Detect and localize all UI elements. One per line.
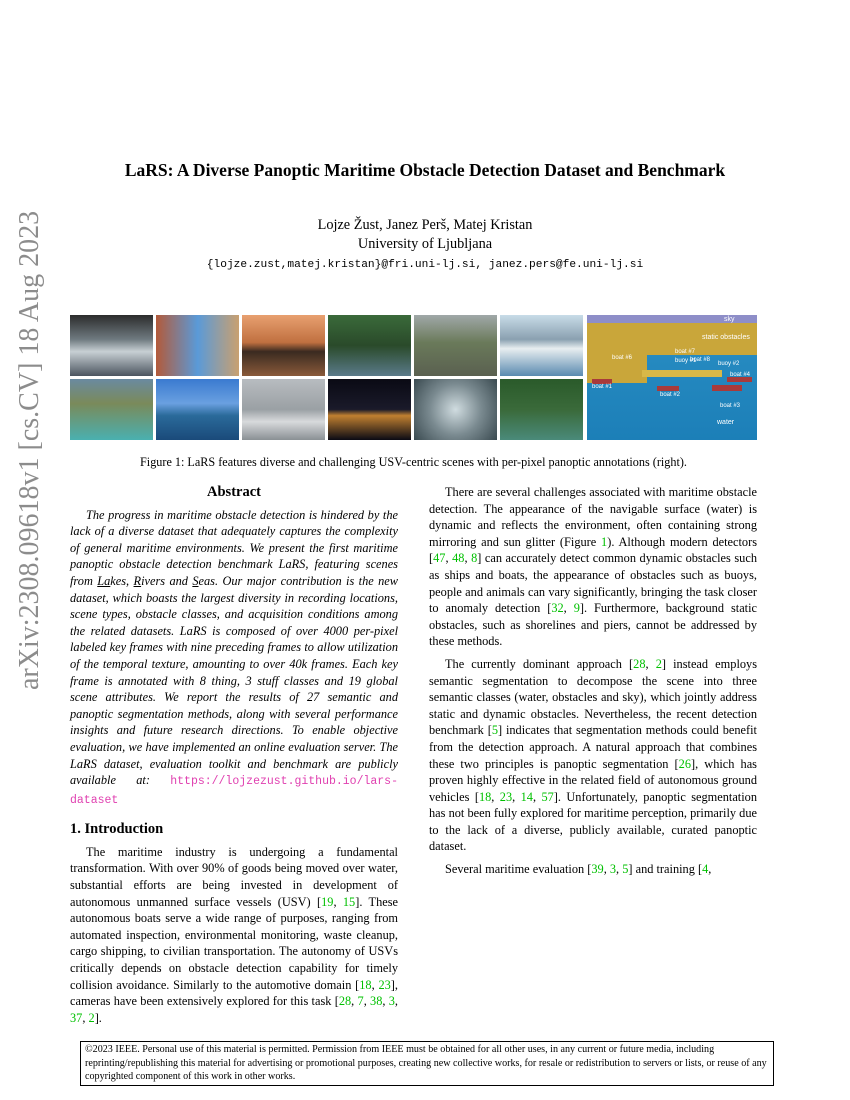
text-run: ], which has proven highly effective in the related field of autonomous ground vehicles [ [429, 756, 757, 804]
label-boat6: boat #6 [612, 355, 633, 361]
copyright-notice: ©2023 IEEE. Personal use of this material is permitted. Permission from IEEE must be obtained for all other uses, in any current or future media, including reprinting/republishing this material for advertising or promotional purposes, creating new collective works, for resale or redistribution to servers or lists, or reuse of any copyrighted component of this work in other works. [80, 1041, 774, 1086]
citation-link[interactable]: 19 [321, 894, 334, 909]
citation-link[interactable]: 5 [491, 723, 498, 738]
label-boat8: boat #8 [690, 357, 711, 363]
abstract-text [70, 507, 398, 810]
citation-link[interactable]: 15 [342, 894, 356, 909]
citation-link[interactable]: 23 [499, 789, 513, 804]
text-run: ). Although modern detectors [ [429, 534, 757, 566]
text-run: ]. These autonomous boats serve a wide range of purposes, ranging from automated inspection, environmental monitoring, waste cleanup, cargo shipping, to civilian transportation. The autonomy of USVs critically depends on obstacle detection capability for timely collision avoidance. Similarly to the automotive domain [ [70, 894, 399, 992]
figure-caption: Figure 1: LaRS features diverse and challenging USV-centric scenes with per-pixel panoptic annotations (right). [140, 455, 687, 469]
scene-thumbnail [500, 379, 583, 440]
intro-paragraph [70, 844, 398, 1027]
affiliation: University of Ljubljana [357, 236, 493, 252]
arxiv-stamp: arXiv:2308.09618v1 [cs.CV] 18 Aug 2023 [14, 210, 45, 690]
text-run: eas. Our major contribution is the new dataset, which boasts the largest diversity in recording locations, scene types, obstacle classes, and acquisition conditions among the related datasets. LaRS is composed of over 4000 per-pixel labeled key frames with nine preceding frames to allow utilization of the temporal texture, amounting to over 40k frames. Each key frame is annotated with 8 thing, 3 stuff classes and 19 global scene attributes. We report the results of 27 semantic and panoptic segmentation methods, along with several performance insights and future research directions. To enable objective evaluation, we have implemented an online evaluation server. The LaRS dataset, evaluation toolkit and benchmark are publicly available at: [70, 573, 398, 788]
text-run: The progress in maritime obstacle detection is hindered by the lack of a diverse dataset that adequately captures the complexity of general maritime environments. We present the first maritime panoptic obstacle detection benchmark LaRS, featuring scenes from [70, 507, 398, 588]
text-run: ] and training [ [628, 862, 703, 877]
scene-thumbnail [500, 315, 583, 376]
text-run: The currently dominant approach [ [445, 656, 634, 671]
citation-link[interactable]: 9 [573, 601, 580, 616]
text-run: , [512, 789, 521, 804]
label-boat2: boat #2 [660, 392, 681, 398]
label-boat3: boat #3 [720, 403, 741, 409]
intro-paragraph [429, 656, 757, 855]
text-run: , [603, 862, 610, 877]
text-run: , [363, 994, 371, 1009]
text-run: , [616, 862, 623, 877]
citation-link[interactable]: 5 [622, 862, 629, 877]
text-run: There are several challenges associated with maritime obstacle detection. The appearance of the navigable surface (water) is dynamic and reflects the environment, often containing strong mirroring and sun glitter (Figure [429, 485, 757, 549]
citation-link[interactable]: 28 [338, 994, 352, 1009]
text-run: ]. Furthermore, background static obstacles, such as shorelines and piers, cannot be addressed by these methods. [429, 601, 758, 649]
citation-link[interactable]: 14 [520, 789, 533, 804]
introduction-heading: 1. Introduction [70, 821, 164, 838]
scene-thumbnail [156, 379, 239, 440]
underlined-initial: S [192, 573, 199, 588]
authors: Lojze Žust, Janez Perš, Matej Kristan [317, 217, 533, 233]
citation-link[interactable]: 2 [88, 1010, 95, 1025]
right-column [429, 484, 757, 878]
text-run: , [491, 789, 500, 804]
text-run: , [464, 551, 472, 566]
citation-link[interactable]: 4 [702, 862, 709, 877]
citation-link[interactable]: 57 [541, 789, 554, 804]
label-boat7: boat #7 [675, 349, 696, 355]
citation-link[interactable]: 3 [388, 994, 395, 1009]
left-column [70, 484, 398, 1026]
citation-link[interactable]: 23 [378, 977, 391, 992]
label-buoy2: buoy #2 [718, 361, 740, 367]
text-run: , [708, 862, 712, 877]
paper-title: LaRS: A Diverse Panoptic Maritime Obstacle Detection Dataset and Benchmark [124, 160, 726, 180]
scene-thumbnail [328, 315, 411, 376]
citation-link[interactable]: 38 [370, 994, 383, 1009]
text-run: , [532, 789, 542, 804]
citation-link[interactable]: 26 [678, 756, 692, 771]
citation-link[interactable]: 8 [471, 551, 478, 566]
citation-link[interactable]: 32 [551, 601, 564, 616]
text-run: , [82, 1010, 89, 1025]
scene-thumbnail [70, 315, 153, 376]
label-water: water [717, 419, 735, 426]
citation-link[interactable]: 28 [633, 656, 646, 671]
emails: {lojze.zust,matej.kristan}@fri.uni-lj.si, janez.pers@fe.uni-lj.si [206, 259, 644, 271]
text-run: , [394, 994, 399, 1009]
underlined-initial: R [133, 573, 142, 588]
text-run: , [333, 894, 343, 909]
label-buoy1: buoy #1 [675, 358, 697, 364]
citation-link[interactable]: 1 [601, 534, 608, 549]
intro-paragraph [429, 861, 757, 878]
scene-thumbnail [70, 379, 153, 440]
scene-thumbnail [414, 315, 497, 376]
scene-thumbnail [242, 315, 325, 376]
text-run: ] instead employs semantic segmentation to decompose the scene into three semantic classes (water, obstacles and sky), which jointly address static and dynamic obstacles. Nevertheless, the recent detection benchmark [ [429, 656, 758, 738]
scene-thumbnail [242, 379, 325, 440]
citation-link[interactable]: 7 [357, 994, 364, 1009]
text-run: ] can accurately detect common dynamic obstacles such as ships and boats, the appearance of obstacles such as buoys, people and animals can vary significantly, bringing the task closer to anomaly detection [ [429, 551, 757, 616]
text-run: Several maritime evaluation [ [445, 862, 592, 877]
label-sky: sky [724, 316, 735, 323]
citation-link[interactable]: 2 [655, 656, 662, 671]
text-run: , [371, 977, 379, 992]
text-run: The maritime industry is undergoing a fundamental transformation. With over 90% of goods being moved over water, substantial efforts are being invested in development of autonomous unmanned surface vessels (USV) [ [70, 844, 398, 909]
scene-thumbnail [414, 379, 497, 440]
label-boat1: boat #1 [592, 384, 613, 390]
text-run: , [445, 551, 453, 566]
citation-link[interactable]: 18 [478, 789, 492, 804]
abstract-heading: Abstract [207, 484, 261, 500]
text-run: ivers and [141, 573, 193, 588]
scene-thumbnail [328, 379, 411, 440]
text-run: ] indicates that segmentation methods could benefit from the detection approach. A natural approach that combines these two principles is panoptic segmentation [ [429, 723, 757, 771]
text-run: , [382, 994, 389, 1009]
text-run: ]. Unfortunately, panoptic segmentation has not been fully explored for maritime perception, primarily due to the lack of a diverse, publicly available, curated panoptic dataset. [429, 789, 758, 854]
citation-link[interactable]: 3 [609, 862, 617, 877]
text-run: kes, [110, 573, 134, 588]
citation-link[interactable]: 48 [452, 551, 465, 566]
panoptic-annotation-image [587, 315, 757, 440]
text-run: , [351, 994, 358, 1009]
label-boat4: boat #4 [730, 372, 751, 378]
citation-link[interactable]: 18 [359, 977, 372, 992]
citation-link[interactable]: 47 [433, 551, 446, 566]
text-run: ], cameras have been extensively explored for this task [ [70, 977, 398, 1009]
text-run: , [563, 601, 574, 616]
authors-block [0, 216, 850, 254]
citation-link[interactable]: 37 [70, 1010, 83, 1025]
text-run: ]. [94, 1010, 102, 1025]
scene-thumbnail [156, 315, 239, 376]
label-static-obstacles: static obstacles [702, 334, 750, 341]
dataset-url-link[interactable]: https://lojzezust.github.io/lars-dataset [70, 775, 398, 807]
citation-link[interactable]: 39 [591, 862, 604, 877]
intro-paragraph [429, 484, 757, 650]
text-run: , [645, 656, 656, 671]
underlined-initial: La [97, 573, 111, 588]
